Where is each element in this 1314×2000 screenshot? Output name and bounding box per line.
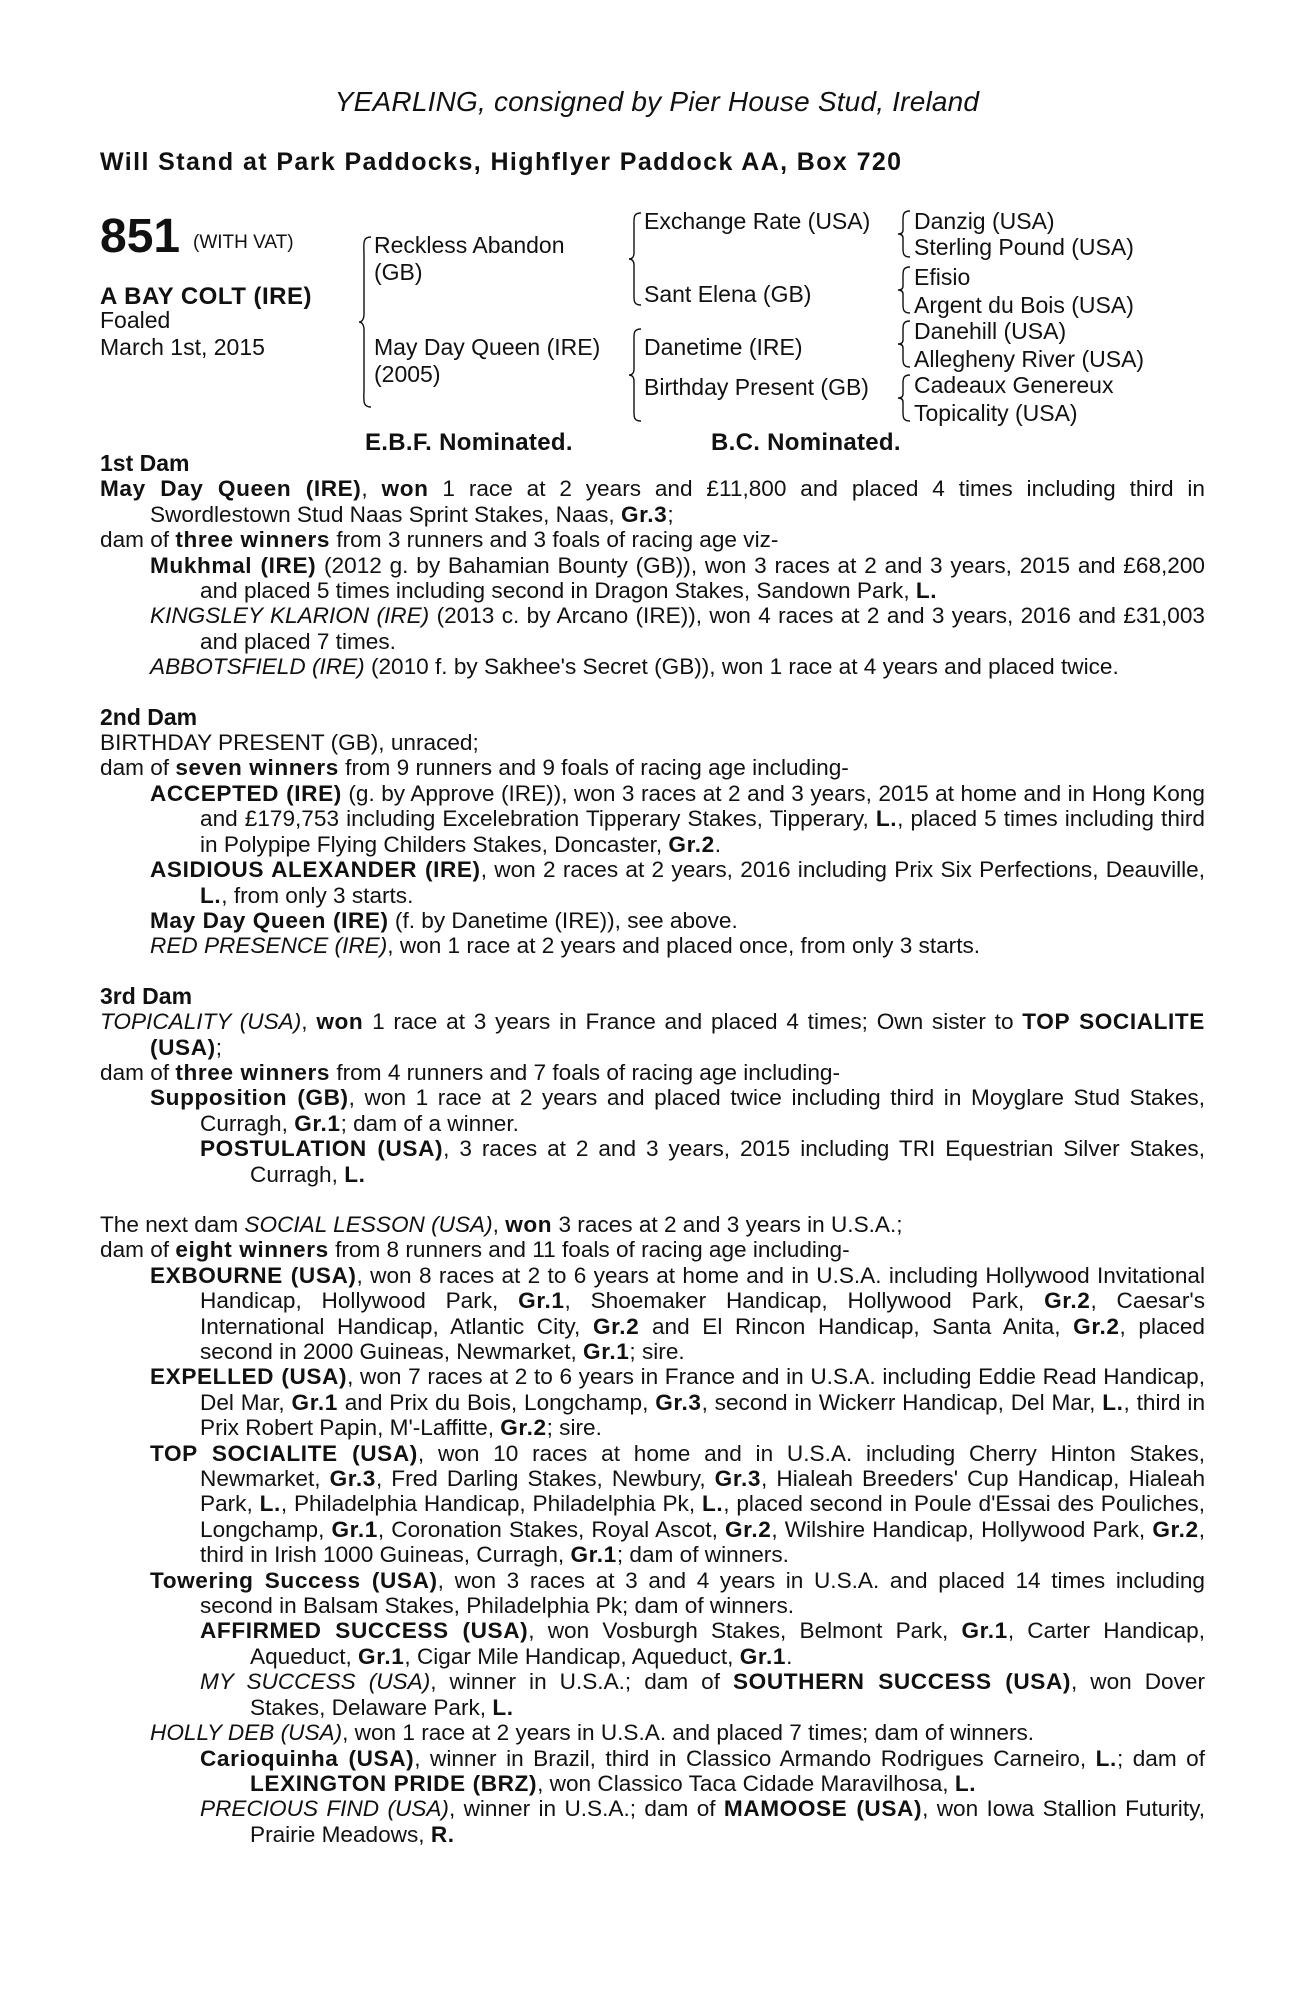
section-heading: 1st Dam — [100, 450, 190, 476]
pedigree-g8: Topicality (USA) — [914, 400, 1078, 426]
dam3-summary: dam of three winners from 4 runners and 7 foals of racing age including- — [100, 1059, 840, 1085]
brace-g12 — [897, 210, 911, 258]
pedigree-sire-sire: Exchange Rate (USA) — [644, 208, 871, 234]
stand-location: Will Stand at Park Paddocks, Highflyer Paddock AA, Box 720 — [100, 148, 903, 176]
dam1-produce-3: ABBOTSFIELD (IRE) (2010 f. by Sakhee's Secret (GB)), won 1 race at 4 years and placed twice. — [150, 654, 1119, 680]
brace-dam-parents — [628, 328, 642, 422]
vat-note: (WITH VAT) — [193, 232, 294, 253]
next-dam-summary: dam of eight winners from 8 runners and 11 foals of racing age including- — [100, 1237, 850, 1263]
dam1-record: May Day Queen (IRE), won 1 race at 2 years and £11,800 and placed 4 times including third in Swordlestown Stud Naas Sprint Stakes, Naas, Gr.3; — [100, 476, 1205, 527]
brace-g56 — [897, 320, 911, 368]
dam1-summary: dam of three winners from 3 runners and 3 foals of racing age viz- — [100, 527, 779, 553]
pedigree-g4: Argent du Bois (USA) — [914, 292, 1134, 318]
pedigree-dam-sire: Danetime (IRE) — [644, 334, 803, 360]
dam3-record: TOPICALITY (USA), won 1 race at 3 years in France and placed 4 times; Own sister to TOP SOCIALITE (USA); — [100, 1009, 1205, 1060]
pedigree-sire: Reckless Abandon (GB) — [374, 232, 565, 285]
next-grandproduce-3: Carioquinha (USA), winner in Brazil, third in Classico Armando Rodrigues Carneiro, L.; dam of LEXINGTON PRIDE (BRZ), won Classico Taca Cidade Maravilhosa, L. — [200, 1745, 1205, 1796]
dam2-produce-4: RED PRESENCE (IRE), won 1 race at 2 years and placed once, from only 3 starts. — [150, 933, 981, 959]
section-heading: 2nd Dam — [100, 703, 198, 730]
pedigree-dam-dam: Birthday Present (GB) — [644, 374, 869, 400]
dam2-record: BIRTHDAY PRESENT (GB), unraced; — [100, 730, 479, 756]
pedigree-g7: Cadeaux Genereux — [914, 372, 1114, 398]
next-produce-2: EXPELLED (USA), won 7 races at 2 to 6 years in France and in U.S.A. including Eddie Read Handicap, Del Mar, Gr.1 and Prix du Bois, Longchamp, Gr.3, second in Wickerr Handicap, Del Mar, L., third in Prix Robert Papin, M'-Laffitte, Gr.2; sire. — [150, 1364, 1206, 1441]
next-dam-record: The next dam SOCIAL LESSON (USA), won 3 races at 2 and 3 years in U.S.A.; — [100, 1211, 903, 1237]
next-grandproduce-4: PRECIOUS FIND (USA), winner in U.S.A.; dam of MAMOOSE (USA), won Iowa Stallion Futurity, Prairie Meadows, R. — [200, 1796, 1206, 1847]
next-grandproduce-2: MY SUCCESS (USA), winner in U.S.A.; dam of SOUTHERN SUCCESS (USA), won Dover Stakes, Delaware Park, L. — [200, 1669, 1205, 1720]
dam2-summary: dam of seven winners from 9 runners and 9 foals of racing age including- — [100, 755, 849, 781]
foaled-date: March 1st, 2015 — [100, 334, 265, 360]
dam3-grandproduce-1: POSTULATION (USA), 3 races at 2 and 3 years, 2015 including TRI Equestrian Silver Stakes, Curragh, L. — [200, 1136, 1206, 1187]
pedigree-sire-dam: Sant Elena (GB) — [644, 281, 812, 307]
next-grandproduce-1: AFFIRMED SUCCESS (USA), won Vosburgh Stakes, Belmont Park, Gr.1, Carter Handicap, Aqueduct, Gr.1, Cigar Mile Handicap, Aqueduct, Gr.1. — [200, 1618, 1205, 1669]
consignor-line: YEARLING, consigned by Pier House Stud, Ireland — [334, 86, 980, 117]
next-produce-5: HOLLY DEB (USA), won 1 race at 2 years in U.S.A. and placed 7 times; dam of winners. — [150, 1720, 1035, 1746]
pedigree-g6: Allegheny River (USA) — [914, 346, 1145, 372]
bc-nomination: B.C. Nominated. — [711, 429, 901, 456]
section-heading: 3rd Dam — [100, 982, 193, 1009]
dam1-produce-1: Mukhmal (IRE) (2012 g. by Bahamian Bounty (GB)), won 3 races at 2 and 3 years, 2015 and £68,200 and placed 5 times including second in Dragon Stakes, Sandown Park, L. — [150, 552, 1205, 604]
dam2-produce-3: May Day Queen (IRE) (f. by Danetime (IRE)), see above. — [150, 907, 738, 933]
pedigree-g1: Danzig (USA) — [914, 208, 1055, 234]
brace-g34 — [897, 266, 911, 314]
brace-sire-parents — [628, 212, 642, 306]
foaled-label: Foaled — [100, 307, 171, 333]
brace-sire-dam — [358, 236, 372, 408]
next-produce-4: Towering Success (USA), won 3 races at 3 and 4 years in U.S.A. and placed 14 times including second in Balsam Stakes, Philadelphia Pk; dam of winners. — [150, 1567, 1205, 1619]
next-produce-1: EXBOURNE (USA), won 8 races at 2 to 6 years at home and in U.S.A. including Hollywood Invitational Handicap, Hollywood Park, Gr.1, Shoemaker Handicap, Hollywood Park, Gr.2, Caesar's International Handicap, Atlantic City, Gr.2 and El Rincon Handicap, Santa Anita, Gr.2, placed second in 2000 Guineas, Newmarket, Gr.1; sire. — [150, 1262, 1206, 1364]
dam3-produce-1: Supposition (GB), won 1 race at 2 years and placed twice including third in Moyglare Stud Stakes, Curragh, Gr.1; dam of a winner. — [150, 1085, 1205, 1136]
dam2-produce-2: ASIDIOUS ALEXANDER (IRE), won 2 races at 2 years, 2016 including Prix Six Perfections, Deauville, L., from only 3 starts. — [150, 857, 1205, 908]
pedigree-g2: Sterling Pound (USA) — [914, 234, 1134, 260]
dam1-produce-2: KINGSLEY KLARION (IRE) (2013 c. by Arcano (IRE)), won 4 races at 2 and 3 years, 2016 and £31,003 and placed 7 times. — [150, 603, 1205, 654]
pedigree-g5: Danehill (USA) — [914, 318, 1067, 344]
brace-g78 — [897, 374, 911, 422]
dam2-produce-1: ACCEPTED (IRE) (g. by Approve (IRE)), won 3 races at 2 and 3 years, 2015 at home and in Hong Kong and £179,753 including Excelebration Tipperary Stakes, Tipperary, L., placed 5 times including third in Polypipe Flying Childers Stakes, Doncaster, Gr.2. — [150, 780, 1206, 857]
lot-name: A BAY COLT (IRE) — [100, 283, 313, 310]
next-produce-3: TOP SOCIALITE (USA), won 10 races at home and in U.S.A. including Cherry Hinton Stakes, Newmarket, Gr.3, Fred Darling Stakes, Newbury, Gr.3, Hialeah Breeders' Cup Handicap, Hialeah Park, L., Philadelphia Handicap, Philadelphia Pk, L., placed second in Poule d'Essai des Pouliches, Longchamp, Gr.1, Coronation Stakes, Royal Ascot, Gr.2, Wilshire Handicap, Hollywood Park, Gr.2, third in Irish 1000 Guineas, Curragh, Gr.1; dam of winners. — [150, 1440, 1206, 1568]
pedigree-dam: May Day Queen (IRE) (2005) — [374, 334, 601, 387]
pedigree-g3: Efisio — [914, 264, 971, 290]
pedigree-notes — [100, 451, 1205, 1847]
ebf-nomination: E.B.F. Nominated. — [365, 429, 573, 456]
lot-number: 851 — [100, 210, 181, 263]
